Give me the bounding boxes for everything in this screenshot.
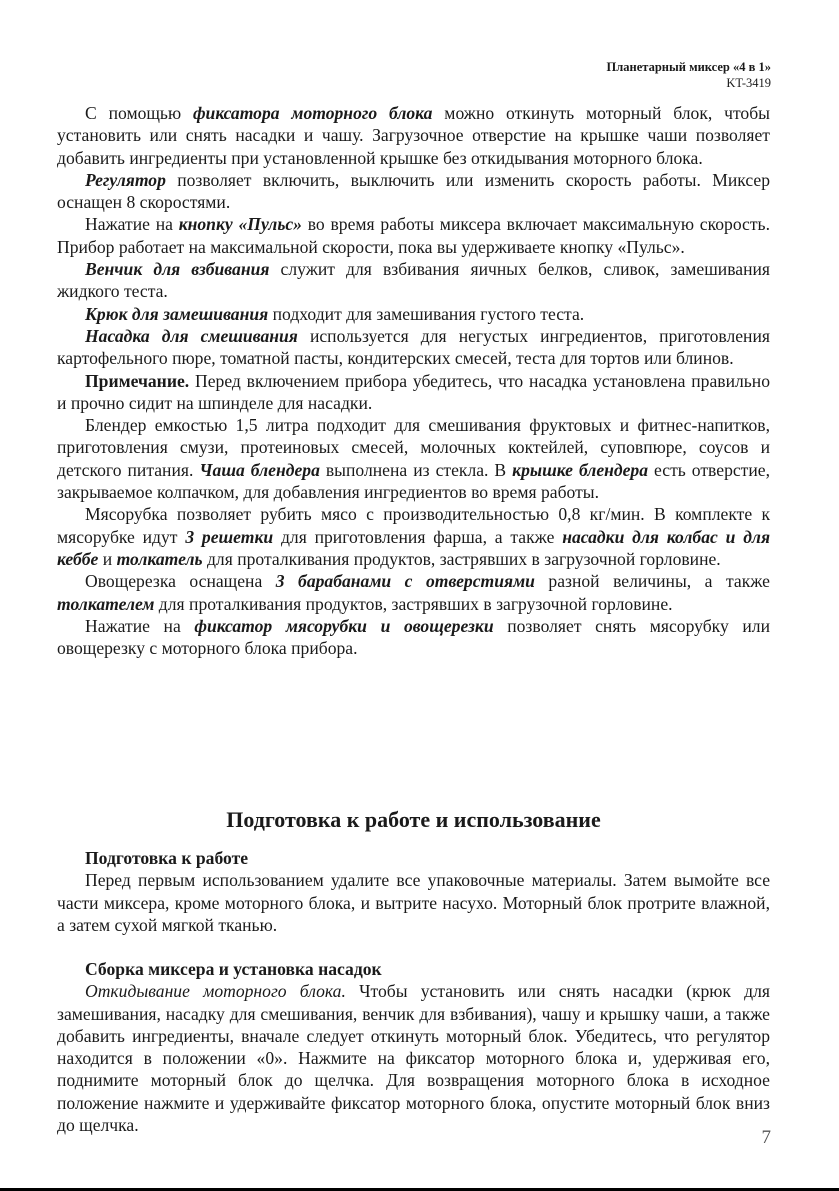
term-mixing-attachment: Насадка для смешивания xyxy=(85,325,298,346)
paragraph-meat-grinder xyxy=(57,503,770,570)
paragraph-pulse xyxy=(57,213,770,258)
text: позволяет включить, выключить или изменить скорость работы. Миксер оснащен 8 скоростями. xyxy=(57,169,770,213)
text: подходит для замешивания густого теста. xyxy=(268,303,585,324)
text: Перед включением прибора убедитесь, что насадка установлена правильно и прочно сидит на шпинделе для насадки. xyxy=(57,370,770,413)
text: служит для взбивания яичных белков, сливок, замешивания жидкого теста. xyxy=(57,259,771,302)
term-grates: 3 решетки xyxy=(185,526,274,547)
text: и xyxy=(98,548,117,569)
paragraph-motor-lock xyxy=(57,102,770,169)
text: можно откинуть моторный блок, чтобы установить или снять насадки и чашу. Загрузочное отверстие на крышке чаши позволяет добавить ингредиенты при установленной крышке без откидывания моторного блока. xyxy=(57,103,770,168)
prep-text: Перед первым использованием удалите все упаковочные материалы. Затем вымойте все части миксера, кроме моторного блока, и вытрите насухо. Моторный блок протрите влажной, а затем сухой мягкой тканью. xyxy=(57,870,770,935)
term-sausage-attachments: насадки для колбас и для кеббе xyxy=(57,526,771,569)
term-drums: 3 барабанами с отверстиями xyxy=(275,571,535,592)
paragraph-hook xyxy=(57,303,770,325)
paragraph-whisk xyxy=(57,258,770,303)
paragraph-slicer xyxy=(57,570,770,615)
paragraph-regulator xyxy=(57,169,770,214)
term-pusher: толкатель xyxy=(116,548,203,569)
text: Мясорубка позволяет рубить мясо с производительностью 0,8 кг/мин. В комплекте к мясорубке идут xyxy=(57,504,770,547)
paragraph-mixing-attachment xyxy=(57,325,770,370)
assembly-heading: Сборка миксера и установка насадок xyxy=(85,959,382,979)
section-title: Подготовка к работе и использование xyxy=(226,807,601,832)
text: Блендер емкостью 1,5 литра подходит для смешивания фруктовых и фитнес-напитков, приготовления смузи, протеиновых смесей, молочных коктейлей, суповпюре, соусов и детского питания. xyxy=(57,415,770,480)
text: позволяет снять мясорубку или овощерезку с моторного блока прибора. xyxy=(57,615,770,659)
assembly-section xyxy=(57,958,770,1136)
term-pulse-button: кнопку «Пульс» xyxy=(178,214,302,235)
running-header xyxy=(607,59,771,91)
paragraph-blender xyxy=(57,414,770,503)
text: Чтобы установить или снять насадки (крюк для замешивания, насадку для смешивания, венчик для взбивания), чашу и крышку чаши, а также добавить ингредиенты, вначале следует откинуть моторный блок. Убедитесь, что регулятор находится в положении «0». Нажмите на фиксатор моторного блока и, удерживая его, поднимите моторный блок до щелчка. Для возвращения моторного блока в исходное положение нажмите и удерживайте фиксатор моторного блока, опустите моторный блок вниз до щелчка. xyxy=(57,981,771,1136)
page-number: 7 xyxy=(761,1127,771,1148)
term-hook: Крюк для замешивания xyxy=(85,303,269,324)
text: выполнена из стекла. В xyxy=(319,459,513,480)
text: Нажатие на xyxy=(85,214,179,235)
prep-section xyxy=(57,847,770,936)
text: есть отверстие, закрываемое колпачком, для добавления ингредиентов во время работы. xyxy=(57,459,770,503)
text: разной величины, а также xyxy=(534,571,770,592)
text: во время работы миксера включает максимальную скорость. Прибор работает на максимальной скорости, пока вы удерживаете кнопку «Пульс». xyxy=(57,214,770,257)
text: Нажатие на xyxy=(85,615,195,636)
term-regulator: Регулятор xyxy=(85,169,166,190)
assembly-italic-lead: Откидывание моторного блока. xyxy=(85,981,346,1002)
paragraph-note xyxy=(57,370,770,415)
term-blender-lid: крышке блендера xyxy=(512,459,649,480)
text: для проталкивания продуктов, застрявших в загрузочной горловине. xyxy=(154,593,673,614)
text: для приготовления фарша, а также xyxy=(273,526,563,547)
header-title: Планетарный миксер «4 в 1» xyxy=(606,60,771,74)
text: используется для негустых ингредиентов, приготовления картофельного пюре, томатной пасты, кондитерских смесей, теста для тортов или блинов. xyxy=(57,325,770,369)
description-text xyxy=(57,102,770,659)
term-slicer-pusher: толкателем xyxy=(57,593,155,614)
term-grinder-lock: фиксатор мясорубки и овощерезки xyxy=(194,615,494,636)
paragraph-grinder-lock xyxy=(57,615,770,660)
note-label: Примечание. xyxy=(85,370,190,391)
text: Овощерезка оснащена xyxy=(85,571,276,592)
text: для проталкивания продуктов, застрявших в загрузочной горловине. xyxy=(202,548,721,569)
header-model: KT-3419 xyxy=(726,76,771,90)
term-whisk: Венчик для взбивания xyxy=(85,259,270,280)
term-motor-lock: фиксатора моторного блока xyxy=(192,103,433,123)
term-blender-jar: Чаша блендера xyxy=(199,459,320,480)
text: С помощью xyxy=(85,103,193,123)
prep-heading: Подготовка к работе xyxy=(85,848,249,868)
assembly-text xyxy=(57,980,770,1136)
